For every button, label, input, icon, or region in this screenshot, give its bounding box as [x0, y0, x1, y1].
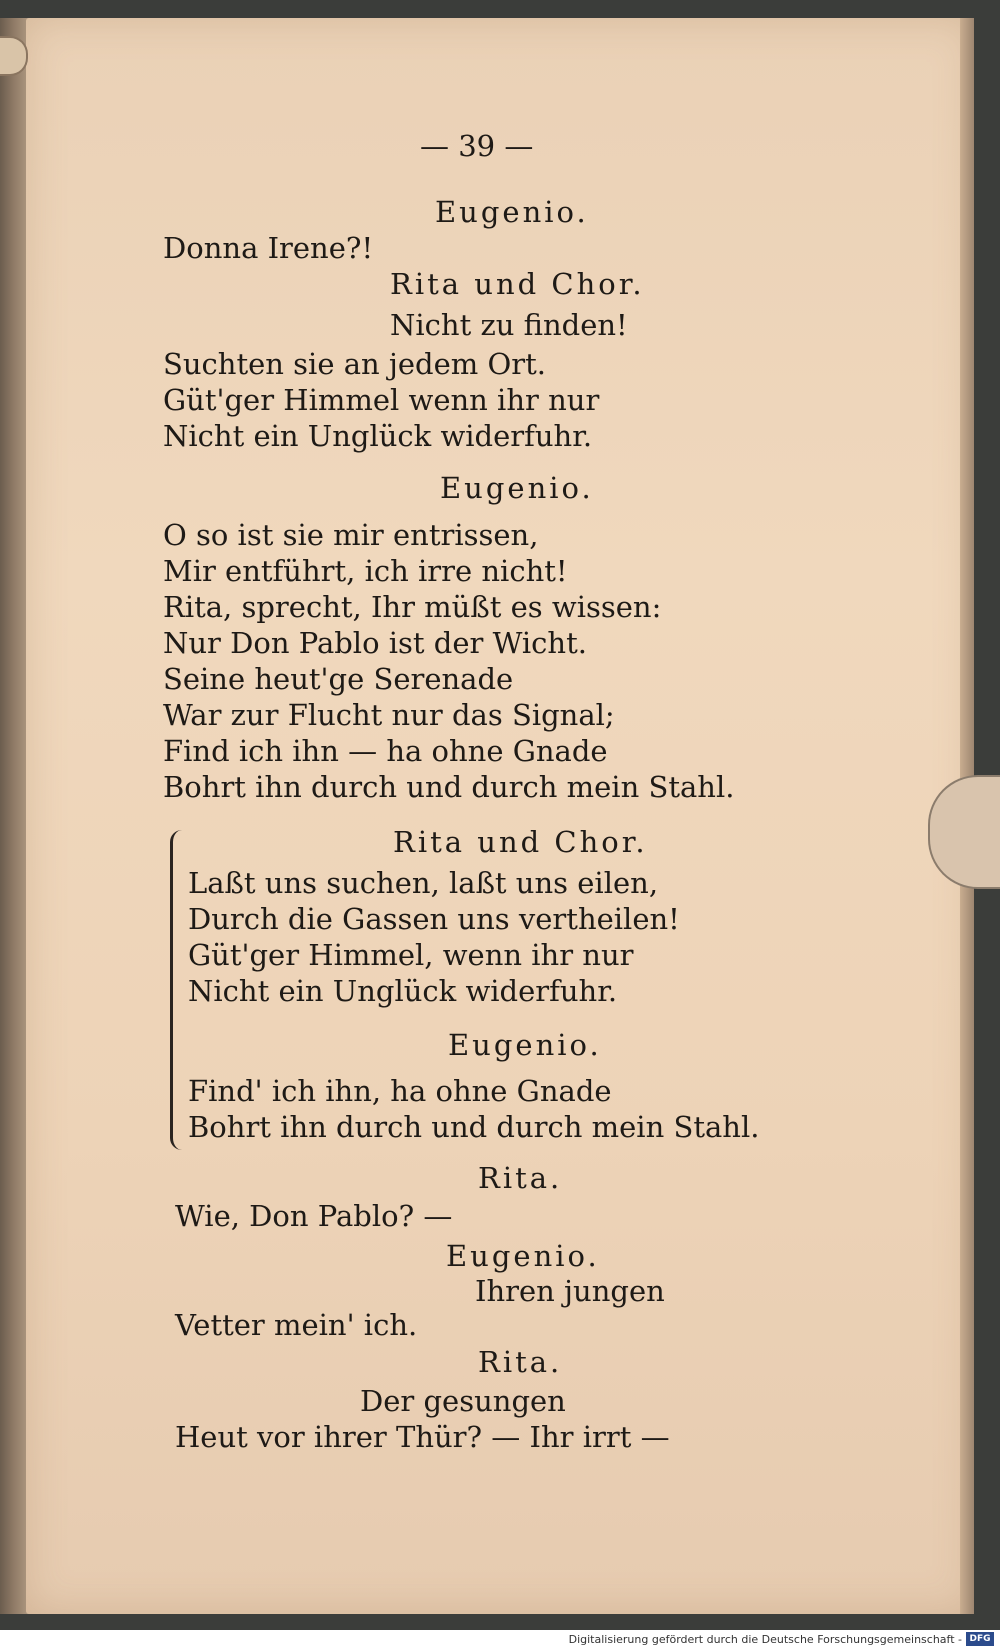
verse-line: Find' ich ihn, ha ohne Gnade	[188, 1074, 612, 1108]
verse-line: O so ist sie mir entrissen,	[163, 518, 539, 552]
verse-line: Nur Don Pablo ist der Wicht.	[163, 626, 587, 660]
verse-line: Der gesungen	[360, 1384, 566, 1418]
verse-line: Suchten sie an jedem Ort.	[163, 347, 547, 381]
speaker-label: Eugenio.	[440, 471, 594, 505]
verse-line: Mir entführt, ich irre nicht!	[163, 554, 568, 588]
verse-line: Nicht zu finden!	[390, 308, 628, 342]
dfg-logo: DFG	[966, 1632, 994, 1646]
verse-line: Laßt uns suchen, laßt uns eilen,	[188, 866, 659, 900]
verse-line: Heut vor ihrer Thür? — Ihr irrt —	[175, 1420, 670, 1454]
verse-line: Wie, Don Pablo? —	[175, 1199, 453, 1233]
verse-line: Donna Irene?!	[163, 231, 374, 265]
speaker-label: Eugenio.	[435, 195, 589, 229]
speaker-label: Rita und Chor.	[393, 825, 648, 859]
speaker-label: Eugenio.	[446, 1239, 600, 1273]
speaker-label: Eugenio.	[448, 1028, 602, 1062]
verse-line: Güt'ger Himmel wenn ihr nur	[163, 383, 600, 417]
verse-line: Nicht ein Unglück widerfuhr.	[188, 974, 618, 1008]
verse-line: Ihren jungen	[475, 1274, 665, 1308]
verse-line: Nicht ein Unglück widerfuhr.	[163, 419, 593, 453]
verse-line: War zur Flucht nur das Signal;	[163, 698, 615, 732]
verse-line: Durch die Gassen uns vertheilen!	[188, 902, 680, 936]
page-number: — 39 —	[420, 129, 534, 163]
verse-line: Güt'ger Himmel, wenn ihr nur	[188, 938, 634, 972]
verse-line: Rita, sprecht, Ihr müßt es wissen:	[163, 590, 662, 624]
verse-line: Vetter mein' ich.	[175, 1308, 418, 1342]
verse-line: Bohrt ihn durch und durch mein Stahl.	[163, 770, 735, 804]
verse-line: Seine heut'ge Serenade	[163, 662, 514, 696]
ensemble-bracket	[170, 830, 189, 1150]
speaker-label: Rita.	[478, 1161, 563, 1195]
verse-line: Bohrt ihn durch und durch mein Stahl.	[188, 1110, 760, 1144]
speaker-label: Rita und Chor.	[390, 267, 645, 301]
footer-credit: Digitalisierung gefördert durch die Deutsche Forschungsgemeinschaft -	[568, 1633, 962, 1646]
speaker-label: Rita.	[478, 1345, 563, 1379]
verse-line: Find ich ihn — ha ohne Gnade	[163, 734, 608, 768]
